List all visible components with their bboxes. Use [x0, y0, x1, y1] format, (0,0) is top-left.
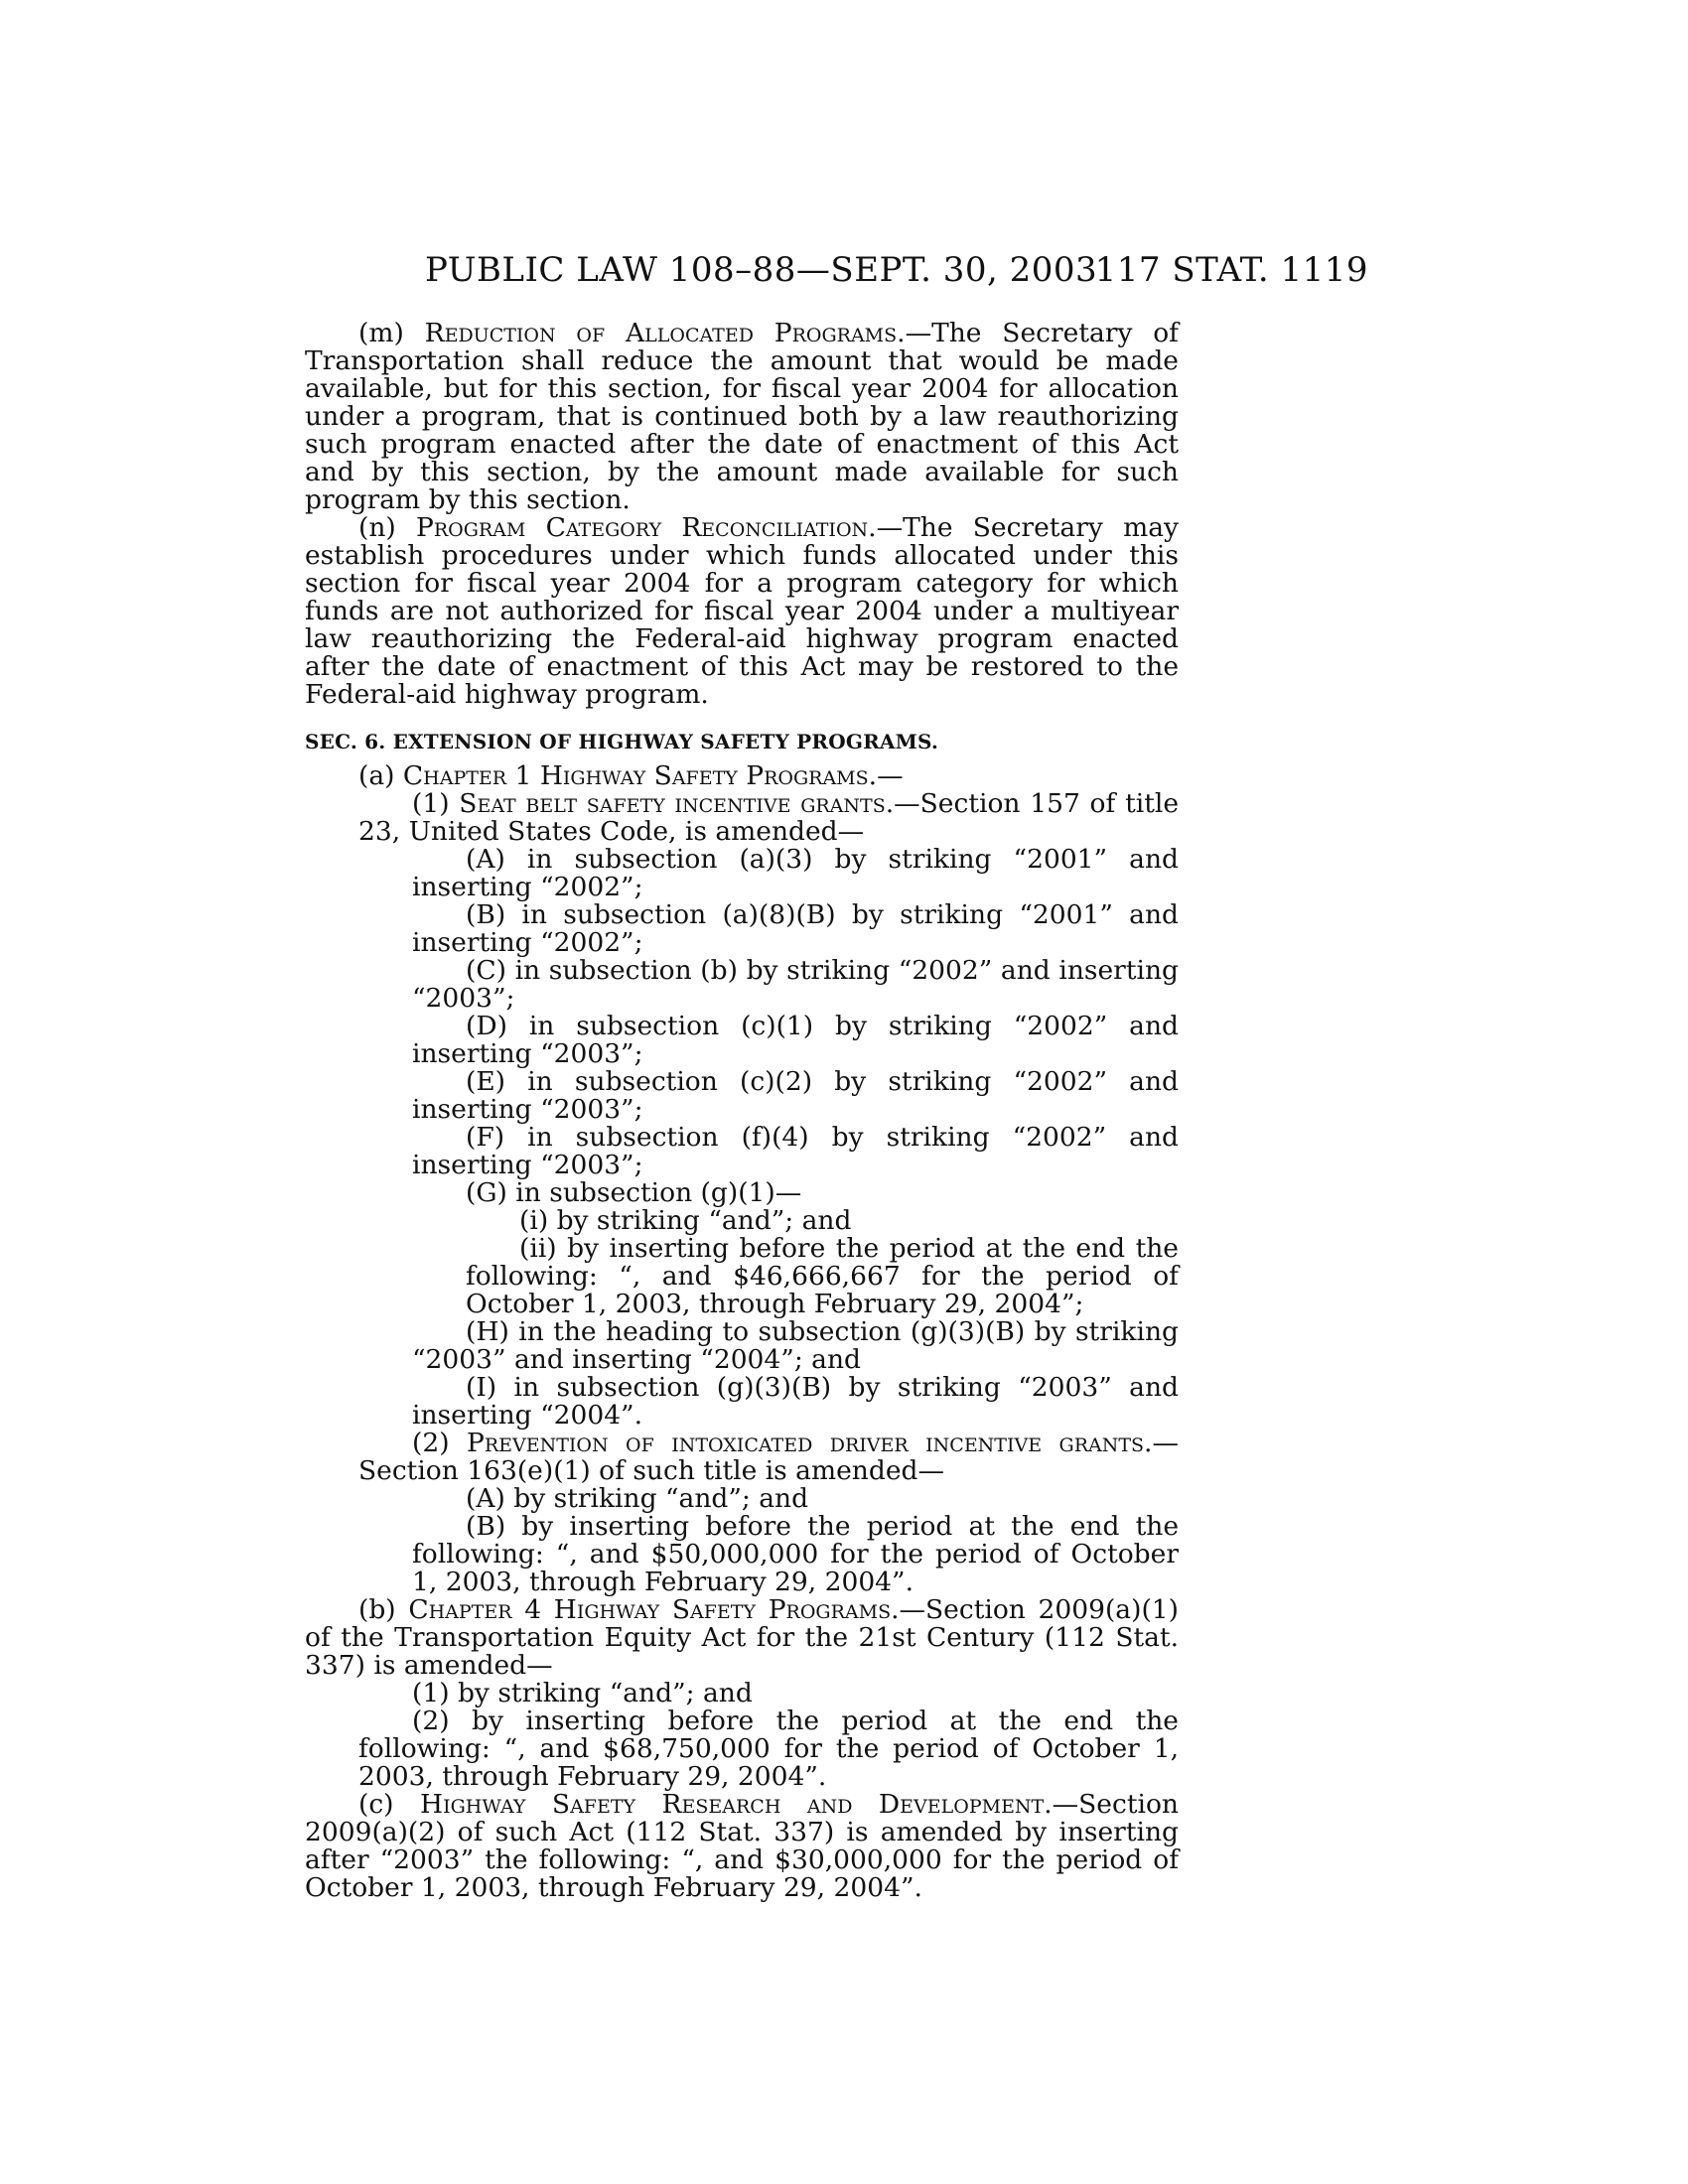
paragraph-a2-label: (2) — [412, 1428, 467, 1458]
paragraph-n-heading: Program Category Reconciliation — [415, 512, 869, 543]
paragraph-m — [305, 320, 1179, 514]
paragraph-a1-heading: Seat belt safety incentive grants — [459, 788, 886, 819]
clause-a2A: (A) by striking “and”; and — [466, 1483, 809, 1514]
paragraph-n — [305, 514, 1179, 709]
subsection-b-label: (b) — [358, 1594, 409, 1625]
running-header-page-number: 117 STAT. 1119 — [1094, 250, 1368, 290]
subsection-c-text: .—Section 2009(a)(2) of such Act (112 Stat. 337) is amended by inserting after “2003” the following: “, and $30,000,000 for the period of October 1, 2003, through February 29, 2004”. — [305, 1789, 1179, 1903]
paragraph-a2 — [358, 1430, 1179, 1485]
paragraph-a1-label: (1) — [412, 788, 460, 819]
clause-a1B: (B) in subsection (a)(8)(B) by striking “2001” and inserting “2002”; — [412, 899, 1179, 958]
subsection-b-heading: Chapter 4 Highway Safety Programs — [408, 1594, 892, 1625]
clause-a1E: (E) in subsection (c)(2) by striking “2002” and inserting “2003”; — [412, 1066, 1179, 1125]
subsection-a-label: (a) — [358, 760, 403, 791]
subsection-a — [305, 762, 1179, 790]
running-header-title: PUBLIC LAW 108–88—SEPT. 30, 2003 — [425, 250, 1098, 290]
section-6-title: SEC. 6. EXTENSION OF HIGHWAY SAFETY PROGRAMS. — [305, 730, 939, 753]
subsection-c-heading: Highway Safety Research and Development — [420, 1789, 1045, 1820]
clause-a1H: (H) in the heading to subsection (g)(3)(B) by striking “2003” and inserting “2004”; and — [412, 1316, 1179, 1375]
paragraph-a1-text: .—Section 157 of title 23, United States Code, is amended— — [358, 788, 1179, 847]
clause-a1F: (F) in subsection (f)(4) by striking “2002” and inserting “2003”; — [412, 1122, 1179, 1180]
paragraph-a2-text: .—Section 163(e)(1) of such title is amended— — [358, 1428, 1179, 1486]
paragraph-a2-heading: Prevention of intoxicated driver incentive grants — [466, 1428, 1145, 1458]
document-body — [305, 320, 1179, 1902]
clause-a1Gi: (i) by striking “and”; and — [519, 1205, 852, 1236]
paragraph-m-heading: Reduction of Allocated Programs — [424, 318, 898, 348]
paragraph-m-text: .—The Secretary of Transportation shall reduce the amount that would be made available, but for this section, for fiscal year 2004 for allocation under a program, that is continued both by a law reauthorizing such program enacted after the date of enactment of this Act and by this section, by the amount made available for such program by this section. — [305, 318, 1179, 515]
clause-a1Gii: (ii) by inserting before the period at the end the following: “, and $46,666,667 for the period of October 1, 2003, through February 29, 2004”; — [466, 1233, 1179, 1319]
paragraph-m-label: (m) — [358, 318, 425, 348]
clause-a1I: (I) in subsection (g)(3)(B) by striking “2003” and inserting “2004”. — [412, 1372, 1179, 1431]
subsection-a-heading: Chapter 1 Highway Safety Programs — [402, 760, 869, 791]
paragraph-n-text: .—The Secretary may establish procedures under which funds allocated under this section for fiscal year 2004 for a program category for which funds are not authorized for fiscal year 2004 under a multiyear law reauthorizing the Federal-aid highway program enacted after the date of enactment of this Act may be restored to the Federal-aid highway program. — [305, 512, 1179, 710]
paragraph-b1: (1) by striking “and”; and — [412, 1678, 753, 1708]
clause-a2B: (B) by inserting before the period at the end the following: “, and $50,000,000 for the period of October 1, 2003, through February 29, 2004”. — [412, 1511, 1179, 1597]
subsection-b — [305, 1596, 1179, 1680]
clause-a1D: (D) in subsection (c)(1) by striking “2002” and inserting “2003”; — [412, 1011, 1179, 1069]
subsection-c — [305, 1791, 1179, 1902]
paragraph-b2: (2) by inserting before the period at the end the following: “, and $68,750,000 for the period of October 1, 2003, through February 29, 2004”. — [358, 1706, 1179, 1792]
paragraph-a1 — [358, 790, 1179, 846]
subsection-b-text: .—Section 2009(a)(1) of the Transportation Equity Act for the 21st Century (112 Stat. 337) is amended— — [305, 1594, 1179, 1681]
subsection-c-label: (c) — [358, 1789, 420, 1820]
subsection-a-text: .— — [868, 760, 904, 791]
clause-a1A: (A) in subsection (a)(3) by striking “2001” and inserting “2002”; — [412, 844, 1179, 902]
clause-a1G: (G) in subsection (g)(1)— — [466, 1177, 802, 1208]
clause-a1C: (C) in subsection (b) by striking “2002” and inserting “2003”; — [412, 955, 1179, 1014]
paragraph-n-label: (n) — [358, 512, 416, 543]
